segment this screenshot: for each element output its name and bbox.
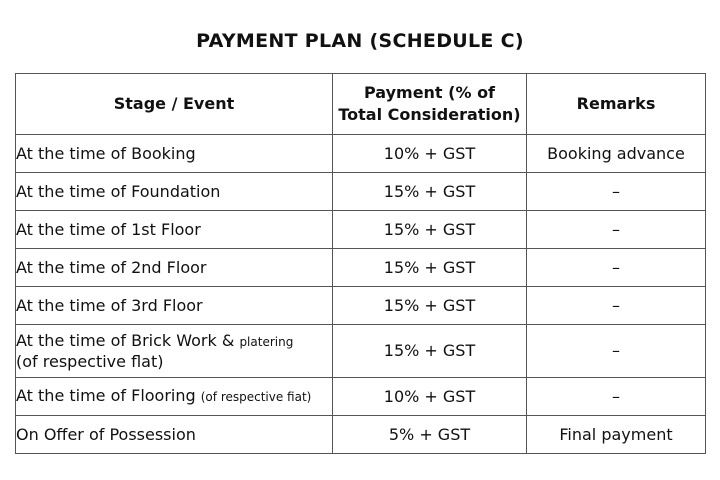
remarks-cell: – (527, 325, 706, 378)
stage-text-line2: (of respective flat) (16, 351, 164, 371)
stage-cell: On Offer of Possession (16, 416, 333, 454)
payment-cell: 10% + GST (333, 135, 527, 173)
stage-cell: At the time of 1st Floor (16, 211, 333, 249)
table-row (16, 173, 706, 211)
table-row (16, 378, 706, 416)
stage-cell: At the time of 2nd Floor (16, 249, 333, 287)
payment-cell: 15% + GST (333, 211, 527, 249)
payment-cell: 15% + GST (333, 325, 527, 378)
stage-text: At the time of Flooring (16, 386, 196, 405)
header-stage: Stage / Event (16, 74, 333, 135)
payment-cell: 15% + GST (333, 173, 527, 211)
table-row (16, 135, 706, 173)
table-row (16, 287, 706, 325)
payment-cell: 15% + GST (333, 249, 527, 287)
stage-cell (16, 378, 333, 416)
table-row (16, 416, 706, 454)
table-row (16, 325, 706, 378)
remarks-cell: – (527, 249, 706, 287)
remarks-cell: – (527, 287, 706, 325)
header-remarks: Remarks (527, 74, 706, 135)
payment-cell: 5% + GST (333, 416, 527, 454)
remarks-cell: – (527, 173, 706, 211)
stage-text: At the time of Brick Work & (16, 330, 235, 350)
remarks-cell: Final payment (527, 416, 706, 454)
table-row (16, 249, 706, 287)
stage-cell: At the time of Foundation (16, 173, 333, 211)
remarks-cell: Booking advance (527, 135, 706, 173)
payment-plan-table (15, 73, 706, 454)
stage-cell: At the time of Booking (16, 135, 333, 173)
stage-note: platering (239, 334, 294, 349)
remarks-cell: – (527, 211, 706, 249)
page-title: PAYMENT PLAN (SCHEDULE C) (196, 30, 524, 52)
stage-note: (of respective fiat) (200, 390, 312, 404)
payment-cell: 15% + GST (333, 287, 527, 325)
stage-cell: At the time of 3rd Floor (16, 287, 333, 325)
remarks-cell: – (527, 378, 706, 416)
header-payment (333, 74, 527, 135)
header-payment-line1: Payment (% of (363, 83, 496, 102)
table-row (16, 211, 706, 249)
table-header-row (16, 74, 706, 135)
stage-cell (16, 325, 333, 378)
header-payment-line2: Total Consideration) (338, 105, 521, 124)
payment-cell: 10% + GST (333, 378, 527, 416)
